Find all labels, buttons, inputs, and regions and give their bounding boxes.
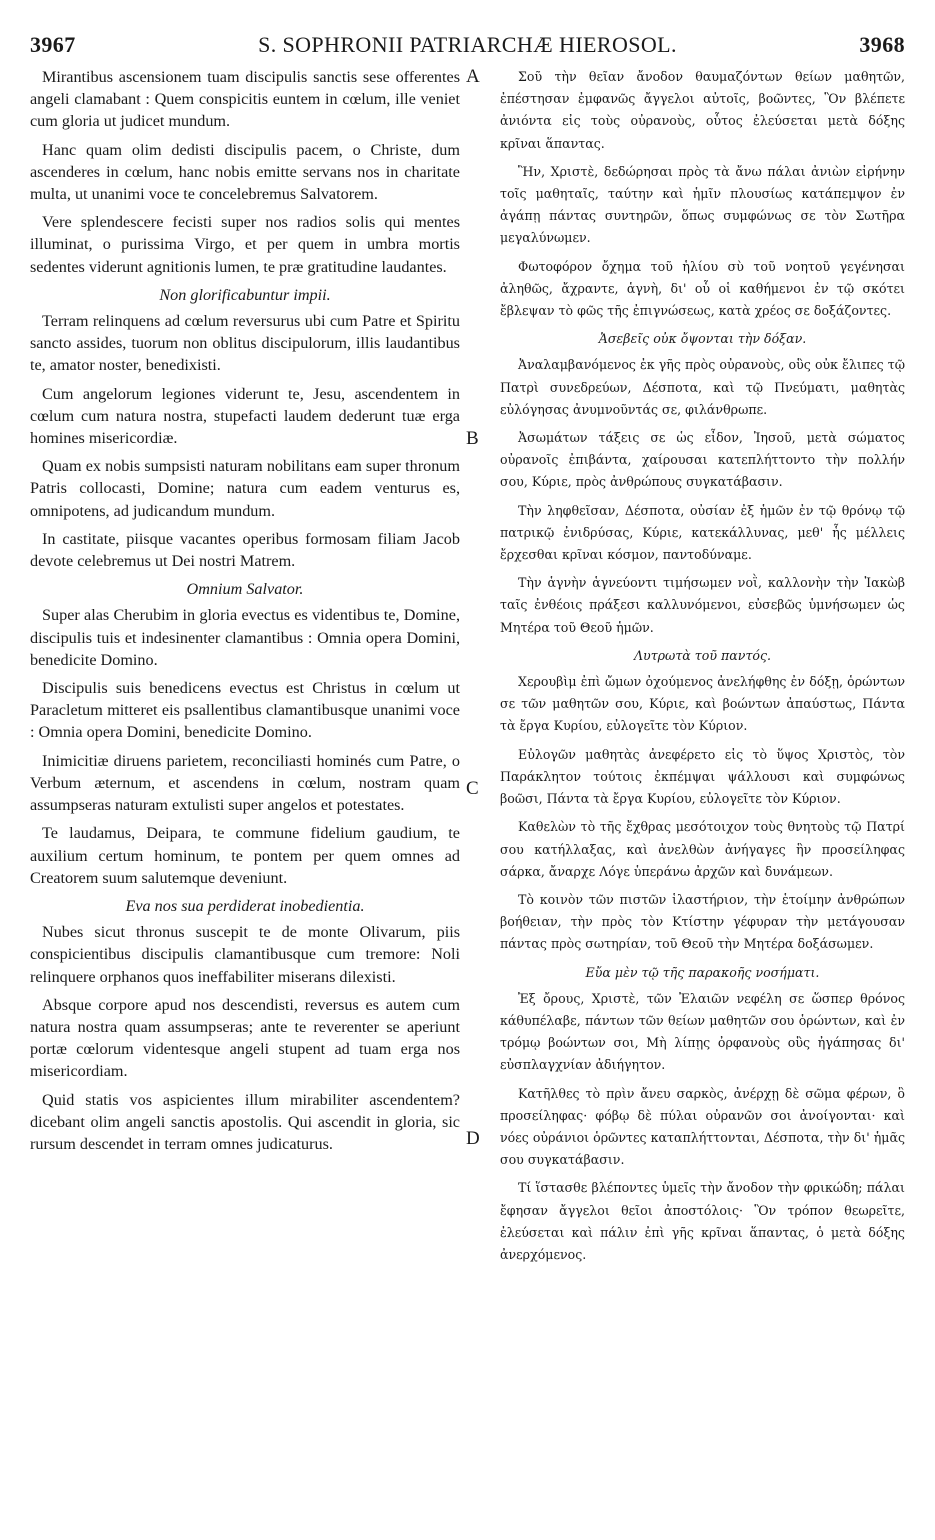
- greek-paragraph: Ἀσωμάτων τάξεις σε ὡς εἶδον, Ἰησοῦ, μετὰ σώματος οὐρανοῖς ἐπιβάντα, χαίρουσαι κατεπλήττοντο τὴν πολλήν σου, Κύριε, πρὸς ἀνθρώπους συγκατάβασιν.: [500, 430, 905, 490]
- greek-paragraph: Χερουβὶμ ἐπὶ ὤμων ὀχούμενος ἀνελήφθης ἐν δόξῃ, ὁρώντων σε τῶν μαθητῶν σου, Κύριε, καὶ βοώντων ἀπαύστως, Πάντα τὰ ἔργα Κυρίου, εὐλογεῖτε τὸν Κύριον.: [500, 674, 905, 734]
- latin-section-heading: Non glorificabuntur impii.: [159, 285, 331, 304]
- latin-paragraph: Te laudamus, Deipara, te commune fidelium gaudium, te auxilium certum hominum, te pontem per quem omnes ad Creatorem suum salutemque deveniunt.: [30, 824, 460, 887]
- latin-paragraph: Nubes sicut thronus suscepit te de monte Olivarum, piis conspicientibus discipulis clamantibusque cum tremore: Noli relinquere orphanos quos ineffabiliter miserans dilexisti.: [30, 923, 460, 986]
- running-title: S. SOPHRONII PATRIARCHÆ HIEROSOL.: [258, 32, 677, 57]
- page-number-right: 3968: [859, 32, 905, 57]
- latin-paragraph: Quid statis vos aspicientes illum mirabiliter ascendentem? dicebant olim angeli sanctis apostolis. Qui ascendit in gloria, sic rursum descendet in terram omnes judicaturus.: [30, 1090, 460, 1153]
- greek-paragraph: Τὸ κοινὸν τῶν πιστῶν ἱλαστήριον, τὴν ἑτοίμην ἀνθρώπων βοήθειαν, τὴν πρὸς τὸν Κτίστην γέφυραν τὴν μετάγουσαν πάντας πρὸς σωτηρίαν, τοῦ Θεοῦ τὴν Μητέρα δοξάσωμεν.: [500, 891, 905, 952]
- latin-paragraph: Vere splendescere fecisti super nos radios solis qui mentes illuminat, o purissima Virgo, et per quem in umbra mortis sedentes viderunt agnitionis lumen, te præ gratitudine laudantes.: [30, 213, 460, 276]
- latin-paragraph: Terram relinquens ad cœlum reversurus ubi cum Patre et Spiritu sancto assides, tuorum non oblitus discipulorum, illis laudantibus te, amator noster, benedixisti.: [30, 312, 460, 375]
- margin-marker-c: C: [466, 778, 479, 799]
- greek-paragraph: Τὴν ληφθεῖσαν, Δέσποτα, οὐσίαν ἐξ ἡμῶν ἐν τῷ θρόνῳ τῷ πατρικῷ ἐνιδρύσας, Κύριε, κατεκάλλυνας, μεθ' ἧς μέλλεις ἔρχεσθαι κρῖναι κόσμον, παντοδύναμε.: [500, 502, 905, 563]
- greek-paragraph: Καθελὼν τὸ τῆς ἔχθρας μεσότοιχον τοὺς θνητοὺς τῷ Πατρί σου κατήλλαξας, καὶ ἀνελθὼν ἀνήγαγες ἣν προσείληφας σάρκα, ἄναρχε Λόγε ὑπεράνω ἀρχῶν καὶ δυνάμεων.: [500, 819, 905, 879]
- greek-paragraph: Ἐξ ὄρους, Χριστὲ, τῶν Ἐλαιῶν νεφέλη σε ὥσπερ θρόνος κάθυπέλαβε, πάντων τῶν θείων μαθητῶν σου ὁρώντων, καὶ ἐν τρόμῳ βοώντων σοι, Μὴ λίπῃς ὀρφανοὺς οὓς ἠγάπησας δι' εὐσπλαγχνίαν ἀδιήγητον.: [500, 990, 905, 1073]
- page-header: [30, 32, 905, 62]
- greek-paragraph: Ἣν, Χριστὲ, δεδώρησαι πρὸς τὰ ἄνω πάλαι ἀνιὼν εἰρήνην τοῖς μαθηταῖς, ταύτην καὶ ἡμῖν πλουσίως κατάπεμψον ἐν ἀγάπῃ πάντας συντηρῶν, ὅπως συμφώνως σε τὸν Σωτῆρα μεγαλύνωμεν.: [500, 163, 905, 246]
- latin-paragraph: Mirantibus ascensionem tuam discipulis sanctis sese offerentes angeli clamabant : Quem conspicitis euntem in cœlum, ille veniet cum gloria ut judicet mundum.: [30, 68, 460, 131]
- latin-column: [30, 66, 460, 1476]
- latin-paragraph: Cum angelorum legiones viderunt te, Jesu, ascendentem in cœlum cum natura nostra, stupefacti laudem dederunt tuæ erga homines misericordiæ.: [30, 384, 460, 448]
- margin-marker-b: B: [466, 428, 479, 449]
- greek-paragraph: Φωτοφόρον ὄχημα τοῦ ἡλίου σὺ τοῦ νοητοῦ γεγένησαι ἀληθῶς, ἄχραντε, ἁγνὴ, δι' οὗ οἱ καθήμενοι ἐν τῷ σκότει ἔβλεψαν τὸ φῶς τῆς ἐπιγνώσεως, κατὰ χρέος σε δοξάζοντες.: [500, 258, 905, 319]
- latin-paragraph: Discipulis suis benedicens evectus est Christus in cœlum ut Paracletum mitteret eis psallentibus clamantibusque unanimi voce : Omnia opera Domini, benedicite Domino.: [30, 679, 460, 742]
- greek-column: [500, 66, 905, 1476]
- latin-section-heading: Omnium Salvator.: [186, 580, 304, 599]
- latin-section-heading: Eva nos sua perdiderat inobedientia.: [125, 896, 365, 915]
- greek-section-heading: Εὔα μὲν τῷ τῆς παρακοῆς νοσήματι.: [585, 964, 820, 980]
- greek-section-heading: Λυτρωτὰ τοῦ παντός.: [633, 647, 772, 663]
- latin-paragraph: Inimicitiæ diruens parietem, reconciliasti hominés cum Patre, o Verbum æternum, et ascendens in cœlum, nostram quam assumpseras naturam extulisti super angelos et potestates.: [30, 751, 460, 815]
- latin-paragraph: Super alas Cherubim in gloria evectus es videntibus te, Domine, discipulis tuis et indesinenter clamantibus : Omnia opera Domini, benedicite Domino.: [30, 606, 460, 669]
- greek-paragraph: Κατῆλθες τὸ πρὶν ἄνευ σαρκὸς, ἀνέρχῃ δὲ σῶμα φέρων, ὃ προσείληφας· φόβῳ δὲ πύλαι οὐρανῶν σοι ἀνοίγονται· καὶ νόες οὐράνιοι ὁρῶντες καταπλήττονται, Δέσποτα, τὴν δι' ἡμᾶς σου συγκατάβασιν.: [500, 1085, 905, 1168]
- greek-paragraph: Σοῦ τὴν θεῖαν ἄνοδον θαυμαζόντων θείων μαθητῶν, ἐπέστησαν ἐμφανῶς ἄγγελοι αὐτοῖς, βοῶντες, Ὃν βλέπετε ἀνιόντα εἰς τοὺς οὐρανοὺς, οὗτος ἐλεύσεται μετὰ δόξης κρῖναι ἅπαντας.: [500, 69, 905, 151]
- greek-paragraph: Τὴν ἁγνὴν ἁγνεύοντι τιμήσωμεν νοῒ, καλλονὴν τὴν Ἰακὼβ ταῖς ἐνθέοις πράξεσι καλλυνόμενοι, εὐσεβῶς ὑμνήσωμεν ὡς Μητέρα τοῦ Θεοῦ ἡμῶν.: [500, 575, 905, 635]
- latin-paragraph: Hanc quam olim dedisti discipulis pacem, o Christe, dum ascenderes in cœlum, hanc nobis emitte servans nos in charitate multa, ut unanimi voce te concelebremus Salvatorem.: [30, 140, 460, 204]
- latin-paragraph: Quam ex nobis sumpsisti naturam nobilitans eam super thronum Patris collocasti, Domine; natura cum eadem venturus es, omnipotens, ad judicandum mundum.: [30, 457, 460, 520]
- latin-paragraph: In castitate, piisque vacantes operibus formosam filiam Jacob devote celebremus ut Dei nostri Matrem.: [30, 529, 460, 571]
- greek-paragraph: Τί ἵστασθε βλέποντες ὑμεῖς τὴν ἄνοδον τὴν φρικώδη; πάλαι ἔφησαν ἄγγελοι θεῖοι ἀποστόλοις· Ὃν τρόπον θεωρεῖτε, ἐλεύσεται καὶ πάλιν ἐπὶ γῆς κρῖναι ἅπαντας, ὁ μετὰ δόξης ἀνερχόμενος.: [500, 1180, 905, 1262]
- greek-paragraph: Ἀναλαμβανόμενος ἐκ γῆς πρὸς οὐρανοὺς, οὓς οὐκ ἔλιπες τῷ Πατρὶ συνεδρεύων, Δέσποτα, καὶ τῷ Πνεύματι, μαθητὰς εὐλόγησας ἀνυμνοῦντάς σε, φιλάνθρωπε.: [500, 357, 905, 417]
- page-number-left: 3967: [30, 32, 76, 57]
- greek-section-heading: Ἀσεβεῖς οὐκ ὄψονται τὴν δόξαν.: [598, 331, 807, 347]
- latin-paragraph: Absque corpore apud nos descendisti, reversus es autem cum natura nostra quam assumpseras; ante te reverenter se aperiunt portæ cœlorum videntesque angeli stupent ad tuam erga nos misericordiam.: [30, 995, 460, 1081]
- margin-marker-a: A: [466, 66, 480, 87]
- greek-paragraph: Εὐλογῶν μαθητὰς ἀνεφέρετο εἰς τὸ ὕψος Χριστὸς, τὸν Παράκλητον τούτοις ἐκπέμψαι ψάλλουσι καὶ συμφώνως βοῶσι, Πάντα τὰ ἔργα Κυρίου, εὐλογεῖτε τὸν Κύριον.: [500, 746, 905, 807]
- margin-marker-d: D: [466, 1128, 480, 1149]
